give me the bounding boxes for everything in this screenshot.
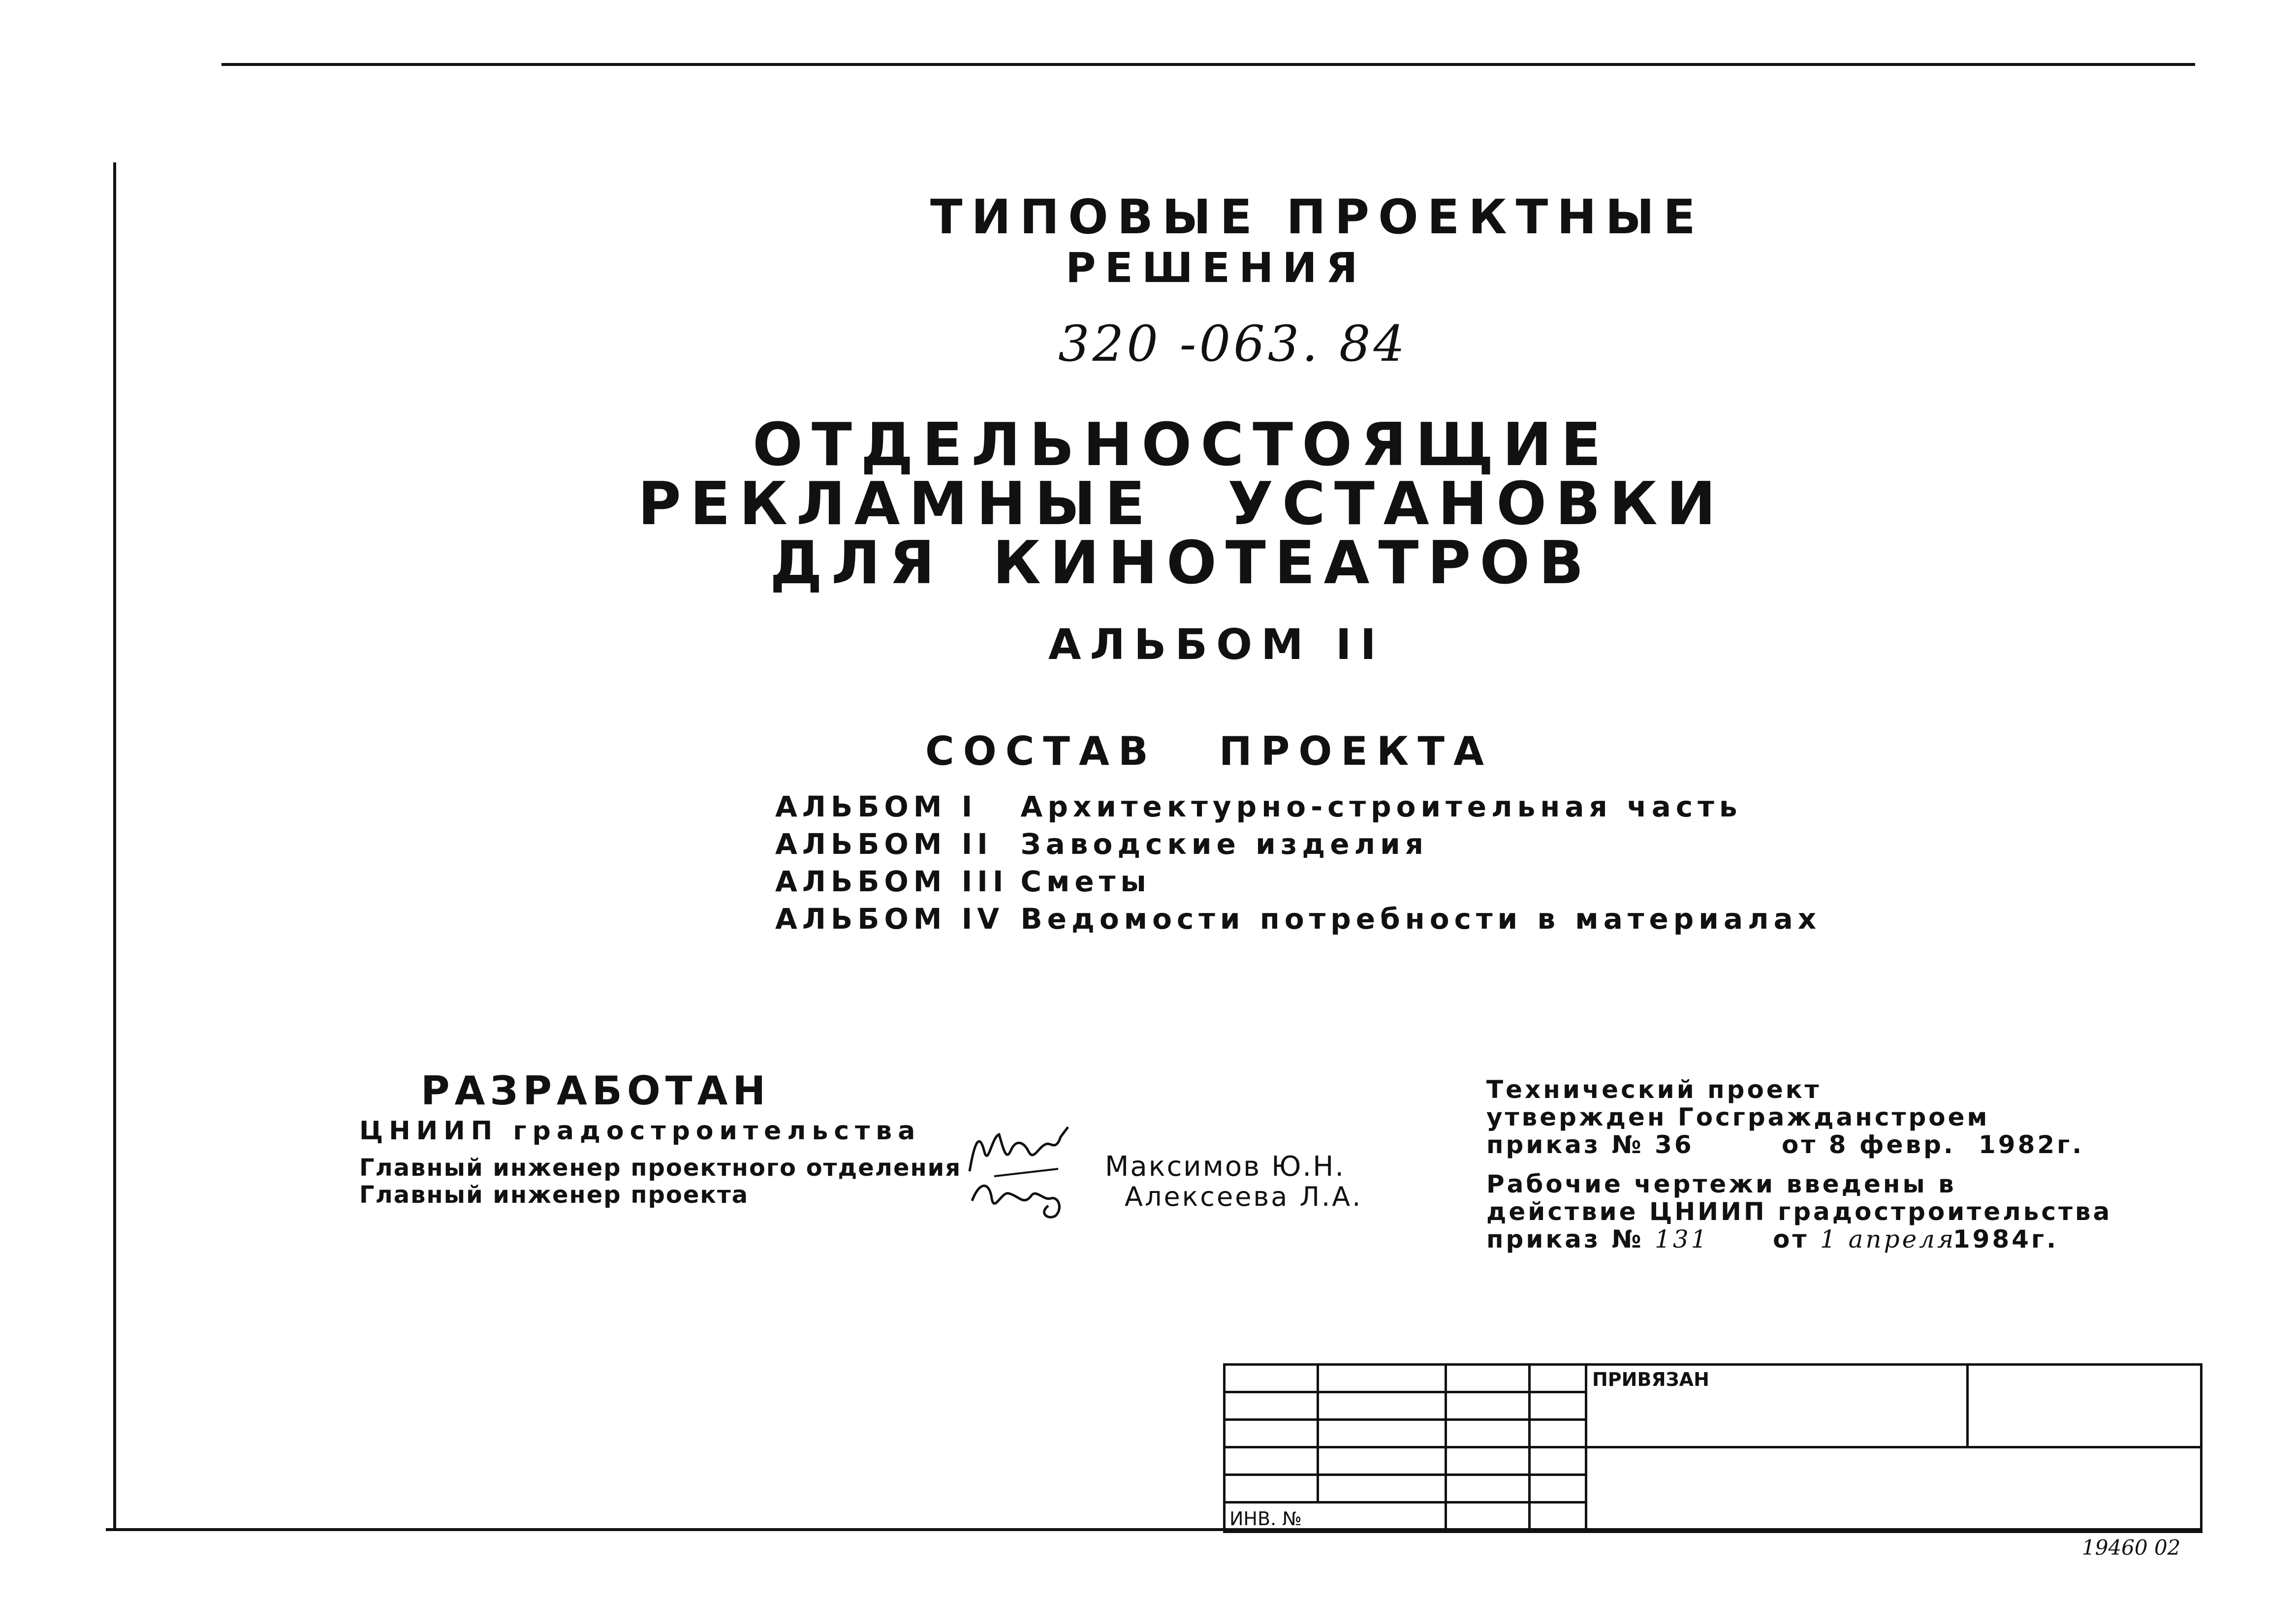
stamp-cell [1318, 1420, 1446, 1447]
stamp-cell [1225, 1420, 1318, 1447]
stamp-cell [1318, 1447, 1446, 1475]
stamp-cell [1225, 1475, 1318, 1503]
top-rule [221, 63, 2195, 66]
order-year: 1982г. [1979, 1130, 2084, 1159]
stamp-cell [1530, 1420, 1586, 1447]
album-number: АЛЬБОМ III [775, 865, 1008, 898]
stamp-inv-cell [1225, 1503, 1446, 1532]
stamp-cell [1446, 1420, 1530, 1447]
album-description: Сметы [1020, 865, 1151, 898]
left-border [113, 162, 116, 1531]
order-number-handwritten: 131 [1655, 1225, 1709, 1253]
album-number: АЛЬБОМ I [775, 790, 977, 823]
composition-item [775, 790, 1821, 827]
stamp-cell [1530, 1447, 1586, 1475]
order-date: от 8 февр. [1782, 1130, 1955, 1159]
composition-item [775, 902, 1821, 940]
developer-name2: Алексеева Л.А. [1125, 1181, 1363, 1212]
developer-org: ЦНИИП градостроительства [359, 1116, 921, 1146]
order-number: приказ № 36 [1486, 1130, 1694, 1159]
stamp-cell [1225, 1392, 1318, 1420]
stamp-cell [1318, 1392, 1446, 1420]
stamp-cell [1530, 1475, 1586, 1503]
approval-line: утвержден Госгражданстроем [1486, 1103, 1990, 1131]
title-block-stamp [1223, 1363, 2202, 1533]
approval-line: Рабочие чертежи введены в [1486, 1170, 1956, 1198]
composition-list [775, 790, 1821, 940]
composition-item [775, 827, 1821, 865]
stamp-linked-cell [1586, 1365, 1968, 1447]
series-title-line1: ТИПОВЫЕ ПРОЕКТНЫЕ [930, 189, 1704, 245]
stamp-cell [1586, 1447, 2202, 1532]
developer-name1: Максимов Ю.Н. [1105, 1151, 1346, 1183]
stamp-cell [1446, 1503, 1530, 1532]
album-number: АЛЬБОМ IV [775, 902, 1005, 936]
project-number: 320 -063. 84 [1058, 315, 1408, 373]
approval-line: Технический проект [1486, 1075, 1822, 1104]
stamp-cell [1225, 1447, 1318, 1475]
album-description: Архитектурно-строительная часть [1020, 790, 1742, 823]
stamp-cell [1968, 1365, 2202, 1447]
order-year: 1984 [1952, 1225, 2032, 1253]
series-title-line2: РЕШЕНИЯ [1066, 244, 1367, 292]
stamp-cell [1318, 1475, 1446, 1503]
stamp-cell [1318, 1365, 1446, 1392]
developer-heading: РАЗРАБОТАН [421, 1068, 771, 1114]
stamp-linked-label: ПРИВЯЗАН [1592, 1369, 1709, 1390]
developer-role1: Главный инженер проектного отделения [359, 1154, 962, 1182]
approval-block [1486, 1075, 2112, 1254]
approval-line [1486, 1130, 2112, 1170]
order-year-suffix: г. [2031, 1225, 2059, 1253]
main-title-line1: ОТДЕЛЬНОСТОЯЩИЕ [752, 411, 1610, 479]
stamp-cell [1446, 1475, 1530, 1503]
stamp-inv-label: ИНВ. № [1229, 1508, 1302, 1530]
stamp-cell [1225, 1365, 1318, 1392]
album-label: АЛЬБОМ II [1048, 620, 1385, 669]
stamp-cell [1446, 1365, 1530, 1392]
order-label: приказ № [1486, 1225, 1644, 1253]
approval-line [1486, 1225, 2112, 1254]
composition-item [775, 865, 1821, 902]
main-title-line2: РЕКЛАМНЫЕ УСТАНОВКИ [637, 470, 1725, 538]
order-date-handwritten: 1 апреля [1820, 1225, 1956, 1253]
album-number: АЛЬБОМ II [775, 827, 993, 861]
stamp-cell [1530, 1365, 1586, 1392]
album-description: Заводские изделия [1020, 827, 1428, 861]
order-from: от [1773, 1225, 1809, 1253]
stamp-cell [1530, 1392, 1586, 1420]
album-description: Ведомости потребности в материалах [1020, 902, 1822, 936]
main-title-line3: ДЛЯ КИНОТЕАТРОВ [770, 529, 1593, 597]
composition-heading: СОСТАВ ПРОЕКТА [925, 728, 1493, 774]
archive-code: 19460 02 [2082, 1535, 2181, 1560]
signature-icon [965, 1171, 1078, 1221]
approval-line: действие ЦНИИП градостроительства [1486, 1197, 2112, 1226]
stamp-cell [1530, 1503, 1586, 1532]
developer-role2: Главный инженер проекта [359, 1181, 749, 1209]
stamp-cell [1446, 1447, 1530, 1475]
stamp-cell [1446, 1392, 1530, 1420]
